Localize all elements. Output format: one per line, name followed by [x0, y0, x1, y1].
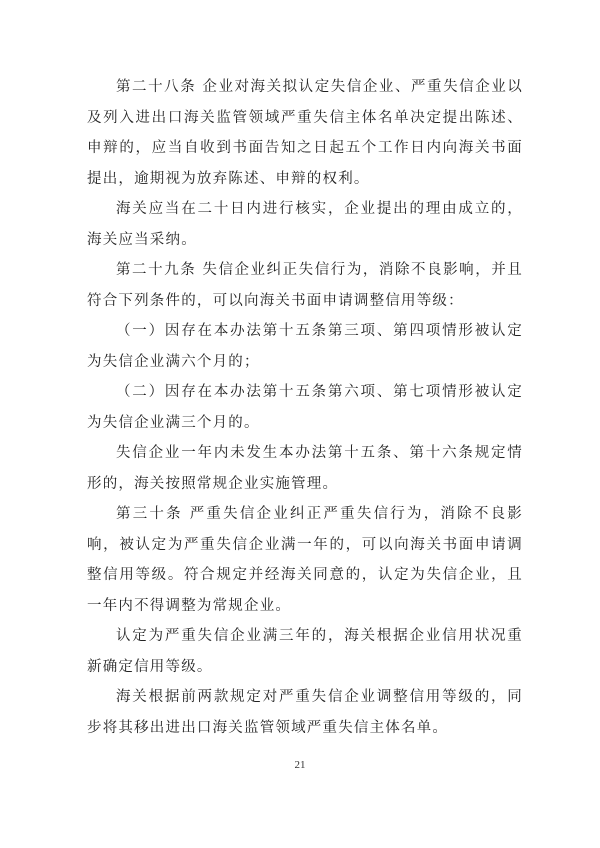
body-text — [87, 72, 523, 743]
paragraph-article-28-verification: 海关应当在二十日内进行核实，企业提出的理由成立的，海关应当采纳。 — [87, 201, 523, 248]
paragraph-article-30-list-removal: 海关根据前两款规定对严重失信企业调整信用等级的，同步将其移出进出口海关监管领域严重失信主体名单。 — [87, 689, 523, 736]
paragraph-article-28: 第二十八条 企业对海关拟认定失信企业、严重失信企业以及列入进出口海关监管领域严重失信主体名单决定提出陈述、申辩的，应当自收到书面告知之日起五个工作日内向海关书面提出，逾期视为放弃陈述、申辩的权利。 — [87, 79, 523, 187]
paragraph-article-29-item-2: （二）因存在本办法第十五条第六项、第七项情形被认定为失信企业满三个月的。 — [87, 384, 523, 431]
paragraph-article-29: 第二十九条 失信企业纠正失信行为，消除不良影响，并且符合下列条件的，可以向海关书面申请调整信用等级： — [87, 262, 523, 309]
paragraph-article-30-three-years: 认定为严重失信企业满三年的，海关根据企业信用状况重新确定信用等级。 — [87, 628, 523, 675]
paragraph-article-30: 第三十条 严重失信企业纠正严重失信行为，消除不良影响，被认定为严重失信企业满一年的，可以向海关书面申请调整信用等级。符合规定并经海关同意的，认定为失信企业，且一年内不得调整为常规企业。 — [87, 506, 523, 614]
page-number: 21 — [294, 759, 306, 771]
paragraph-article-29-item-1: （一）因存在本办法第十五条第三项、第四项情形被认定为失信企业满六个月的； — [87, 323, 523, 370]
paragraph-article-29-regular-management: 失信企业一年内未发生本办法第十五条、第十六条规定情形的，海关按照常规企业实施管理。 — [87, 445, 523, 492]
